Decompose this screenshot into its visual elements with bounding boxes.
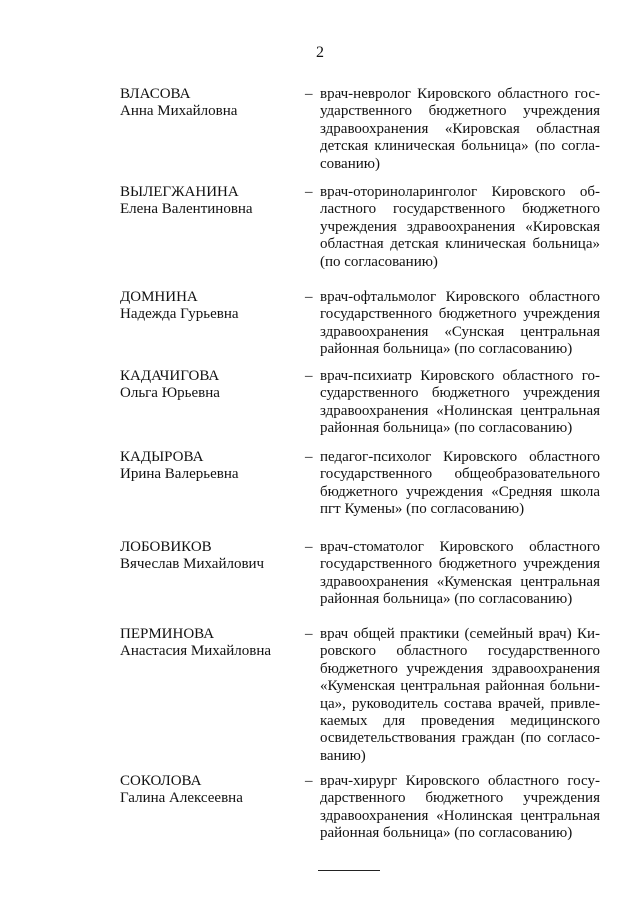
position-line: районная больница» (по согласованию) bbox=[320, 341, 573, 358]
member-given-names: Надежда Гурьевна bbox=[120, 306, 239, 323]
position-line: государственного бюджетного учреждения bbox=[320, 556, 600, 573]
position-line: государственного общеобразовательного bbox=[320, 466, 600, 483]
end-rule bbox=[318, 870, 380, 871]
dash-separator: – bbox=[305, 539, 313, 555]
member-given-names: Елена Валентиновна bbox=[120, 201, 253, 218]
member-given-names: Анна Михайловна bbox=[120, 103, 238, 120]
position-line: каемых для проведения медицинского bbox=[320, 713, 600, 730]
member-position bbox=[320, 289, 600, 359]
position-line: врач общей практики (семейный врач) Ки- bbox=[320, 626, 600, 642]
dash-separator: – bbox=[305, 289, 313, 305]
position-line: «Куменская центральная районная больни- bbox=[320, 678, 600, 695]
position-line: сударственного бюджетного учреждения bbox=[320, 385, 600, 402]
position-line: ца», руководитель состава врачей, привле- bbox=[320, 695, 600, 712]
position-line: (по согласованию) bbox=[320, 253, 438, 270]
position-line: здравоохранения «Нолинская центральная bbox=[320, 807, 600, 824]
position-line: районная больница» (по согласованию) bbox=[320, 825, 573, 842]
member-entry bbox=[120, 184, 600, 271]
position-line: бюджетного учреждения «Средняя школа bbox=[320, 483, 600, 500]
position-line: учреждения здравоохранения «Кировская bbox=[320, 218, 600, 235]
member-entry bbox=[120, 86, 600, 173]
member-surname: ПЕРМИНОВА bbox=[120, 626, 215, 642]
position-line: ровского областного государственного bbox=[320, 643, 600, 660]
position-line: здравоохранения «Кировская областная bbox=[320, 120, 600, 137]
dash-separator: – bbox=[305, 368, 313, 384]
position-line: дарственного бюджетного учреждения bbox=[320, 790, 600, 807]
position-line: здравоохранения «Сунская центральная bbox=[320, 323, 600, 340]
dash-separator: – bbox=[305, 773, 313, 789]
position-line: врач-стоматолог Кировского областного bbox=[320, 539, 600, 555]
member-surname: КАДАЧИГОВА bbox=[120, 368, 220, 384]
member-position bbox=[320, 86, 600, 173]
dash-separator: – bbox=[305, 184, 313, 200]
member-surname: ДОМНИНА bbox=[120, 289, 198, 305]
member-position bbox=[320, 449, 600, 519]
member-entry bbox=[120, 626, 600, 765]
position-line: ванию) bbox=[320, 747, 366, 764]
position-line: освидетельствования граждан (по согласо- bbox=[320, 730, 600, 747]
member-name bbox=[120, 368, 305, 438]
page-number: 2 bbox=[316, 44, 324, 61]
position-line: сованию) bbox=[320, 155, 380, 172]
position-line: педагог-психолог Кировского областного bbox=[320, 449, 600, 465]
member-entry bbox=[120, 773, 600, 843]
member-position bbox=[320, 773, 600, 843]
position-line: районная больница» (по согласованию) bbox=[320, 420, 573, 437]
member-entry bbox=[120, 368, 600, 438]
member-name bbox=[120, 86, 305, 173]
position-line: детская клиническая больница» (по согла- bbox=[320, 138, 600, 155]
member-name bbox=[120, 773, 305, 843]
position-line: областная детская клиническая больница» bbox=[320, 236, 600, 253]
dash-separator: – bbox=[305, 449, 313, 465]
member-entry bbox=[120, 539, 600, 609]
position-line: районная больница» (по согласованию) bbox=[320, 591, 573, 608]
member-given-names: Вячеслав Михайлович bbox=[120, 556, 265, 573]
member-position bbox=[320, 368, 600, 438]
member-surname: ВЛАСОВА bbox=[120, 86, 191, 102]
position-line: ударственного бюджетного учреждения bbox=[320, 103, 600, 120]
member-entry bbox=[120, 449, 600, 519]
member-given-names: Ольга Юрьевна bbox=[120, 385, 220, 402]
member-position bbox=[320, 539, 600, 609]
position-line: государственного бюджетного учреждения bbox=[320, 306, 600, 323]
member-given-names: Ирина Валерьевна bbox=[120, 466, 239, 483]
member-entry bbox=[120, 289, 600, 359]
position-line: здравоохранения «Нолинская центральная bbox=[320, 402, 600, 419]
member-name bbox=[120, 449, 305, 519]
member-name bbox=[120, 539, 305, 609]
member-position bbox=[320, 626, 600, 765]
member-given-names: Анастасия Михайловна bbox=[120, 643, 272, 660]
position-line: врач-офтальмолог Кировского областного bbox=[320, 289, 600, 305]
member-surname: ВЫЛЕГЖАНИНА bbox=[120, 184, 239, 200]
member-name bbox=[120, 289, 305, 359]
position-line: ластного государственного бюджетного bbox=[320, 201, 600, 218]
dash-separator: – bbox=[305, 626, 313, 642]
position-line: пгт Кумены» (по согласованию) bbox=[320, 501, 525, 518]
member-name bbox=[120, 626, 305, 765]
position-line: врач-психиатр Кировского областного го- bbox=[320, 368, 600, 384]
position-line: врач-оториноларинголог Кировского об- bbox=[320, 184, 600, 200]
position-line: здравоохранения «Куменская центральная bbox=[320, 573, 600, 590]
member-surname: ЛОБОВИКОВ bbox=[120, 539, 212, 555]
dash-separator: – bbox=[305, 86, 313, 102]
member-given-names: Галина Алексеевна bbox=[120, 790, 243, 807]
position-line: врач-хирург Кировского областного госу- bbox=[320, 773, 600, 789]
member-position bbox=[320, 184, 600, 271]
member-surname: СОКОЛОВА bbox=[120, 773, 202, 789]
position-line: бюджетного учреждения здравоохранения bbox=[320, 660, 600, 677]
member-surname: КАДЫРОВА bbox=[120, 449, 204, 465]
position-line: врач-невролог Кировского областного гос- bbox=[320, 86, 600, 102]
member-name bbox=[120, 184, 305, 271]
